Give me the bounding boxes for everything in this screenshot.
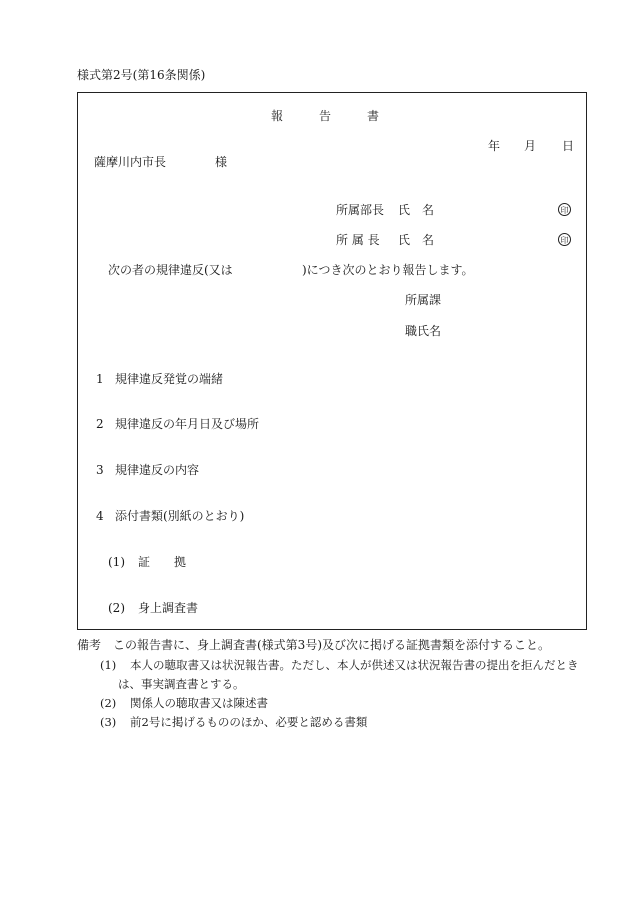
remark-2-number: (2) [100,696,117,710]
remark-3-text: 前2号に掲げるもののほか、必要と認める書類 [130,715,368,729]
remarks-heading: 備考 [77,638,102,652]
statement-left: 次の者の規律違反(又は [108,263,233,277]
subject-title-name-label: 職氏名 [405,324,442,338]
item-3-text: 規律違反の内容 [115,463,200,477]
remarks-intro: この報告書に、身上調査書(様式第3号)及び次に掲げる証拠書類を添付すること。 [113,638,551,652]
subject-dept-label: 所属課 [405,293,442,307]
item-1-text: 規律違反発覚の端緒 [115,372,224,386]
item-4-text: 添付書類(別紙のとおり) [115,509,245,523]
remark-2-text: 関係人の聴取書又は陳述書 [130,696,268,710]
statement-right: )につき次のとおり報告します。 [302,263,474,277]
date-year-label: 年 [488,139,501,153]
item-4-number: 4 [96,509,104,523]
signatory-section-head-role: 所 属 長 [336,233,380,247]
document-title: 報 告 書 [271,109,380,123]
signatory-dept-head-name-label: 氏 名 [398,203,435,217]
report-form-frame [77,92,587,630]
signatory-dept-head-role: 所属部長 [336,203,385,217]
item-1-number: 1 [96,372,104,386]
date-day-label: 日 [562,139,575,153]
item-2-text: 規律違反の年月日及び場所 [115,417,260,431]
remark-3-number: (3) [100,715,117,729]
seal-mark-dept-head: 印 [558,203,571,216]
item-3-number: 3 [96,463,104,477]
signatory-section-head-name-label: 氏 名 [398,233,435,247]
remark-1-continuation: は、事実調査書とする。 [118,677,245,691]
seal-mark-section-head: 印 [558,233,571,246]
addressee-honorific: 様 [215,155,228,169]
subitem-1-text: 証 拠 [138,555,187,569]
date-month-label: 月 [524,139,537,153]
item-2-number: 2 [96,417,104,431]
remark-1-number: (1) [100,658,117,672]
subitem-1-number: (1) [108,555,125,569]
remark-1-text: 本人の聴取書又は状況報告書。ただし、本人が供述又は状況報告書の提出を拒んだとき [130,658,579,672]
addressee-name: 薩摩川内市長 [94,155,167,169]
subitem-2-number: (2) [108,601,125,615]
subitem-2-text: 身上調査書 [138,601,199,615]
form-label: 様式第2号(第16条関係) [77,68,206,82]
